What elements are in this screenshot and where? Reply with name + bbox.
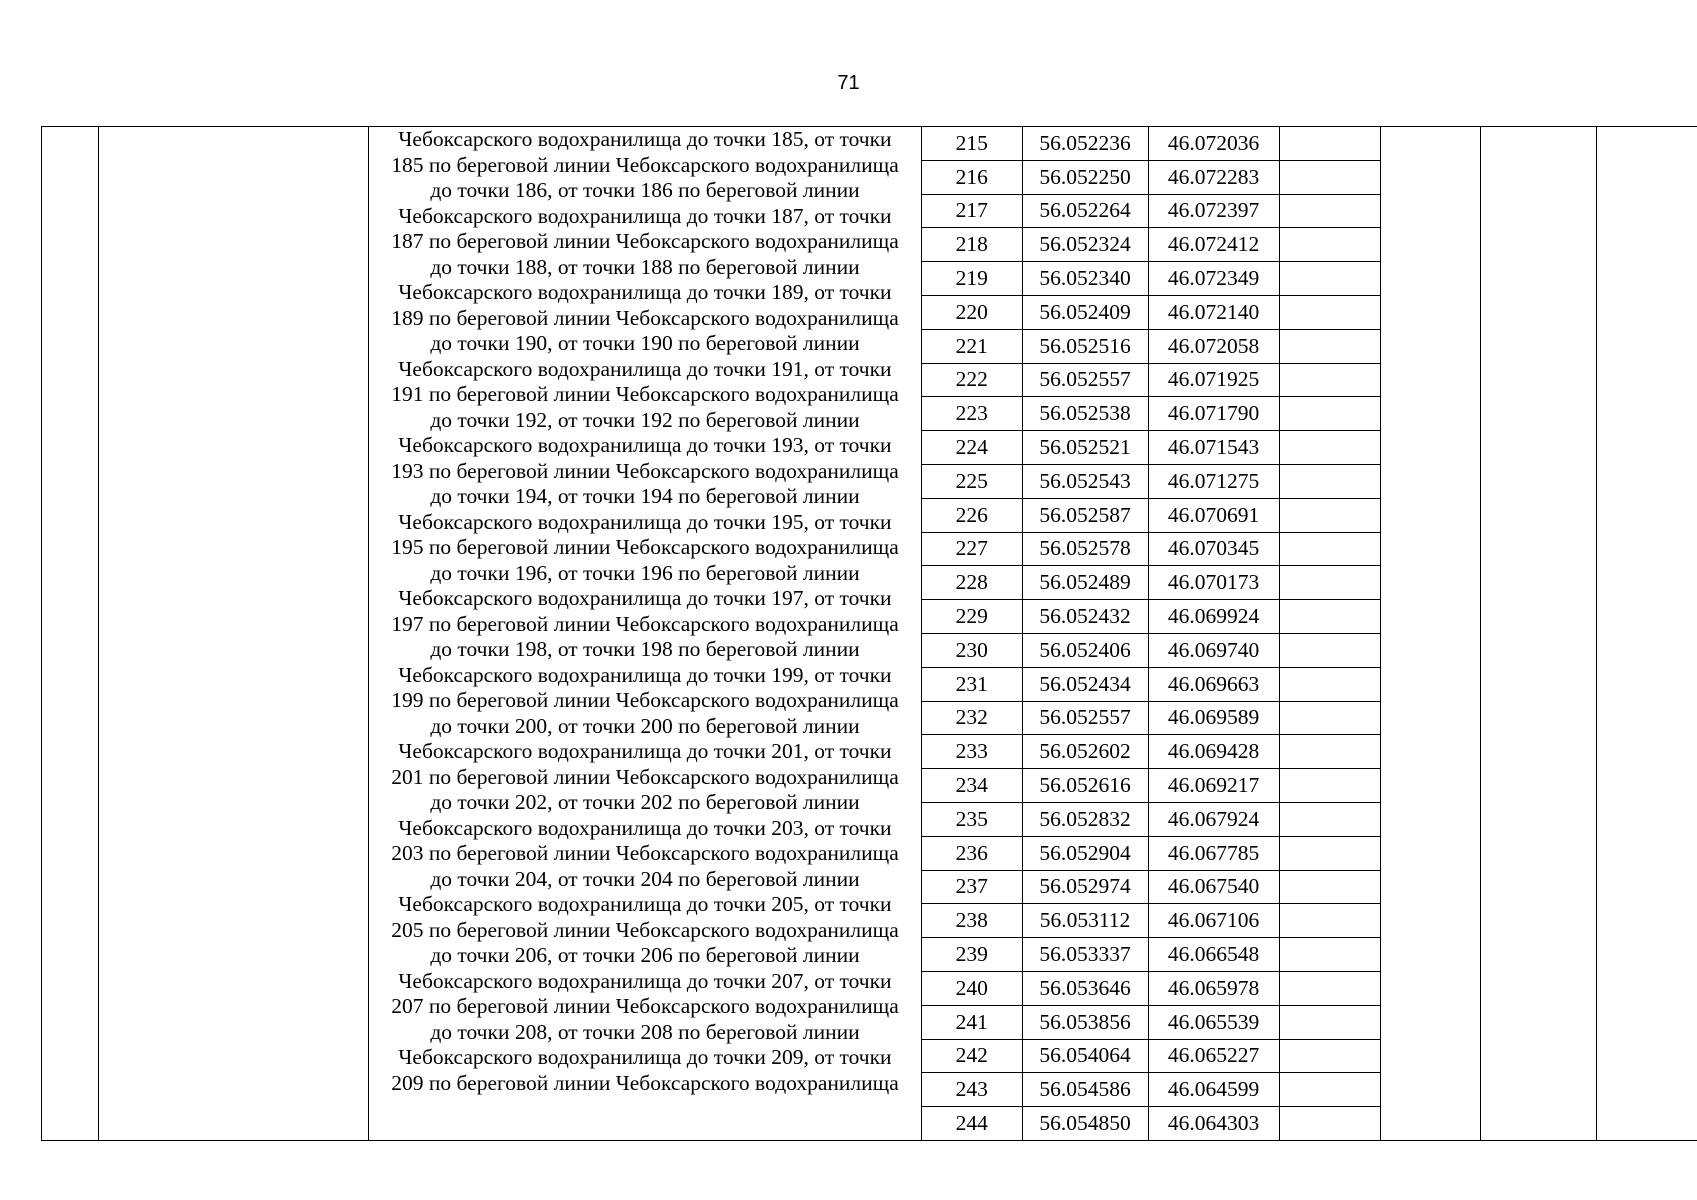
empty-cell-b	[1481, 127, 1597, 1141]
longitude-cell: 46.071543	[1148, 431, 1279, 465]
longitude-cell: 46.066548	[1148, 938, 1279, 972]
latitude-cell: 56.052250	[1022, 160, 1148, 194]
table-row	[922, 363, 1381, 397]
description-line: Чебоксарского водохранилища до точки 209, от точки	[398, 1045, 892, 1069]
point-number: 219	[922, 262, 1022, 296]
empty-cell	[1279, 1005, 1381, 1039]
description-line: 199 по береговой линии Чебоксарского водохранилища	[391, 688, 899, 712]
longitude-cell: 46.070345	[1148, 532, 1279, 566]
latitude-cell: 56.052516	[1022, 329, 1148, 363]
latitude-cell: 56.052587	[1022, 498, 1148, 532]
point-number: 221	[922, 329, 1022, 363]
latitude-cell: 56.053646	[1022, 971, 1148, 1005]
empty-cell-a	[1381, 127, 1481, 1141]
description-line: Чебоксарского водохранилища до точки 187, от точки	[398, 203, 892, 228]
point-number: 234	[922, 769, 1022, 803]
latitude-cell: 56.052521	[1022, 431, 1148, 465]
point-number: 217	[922, 194, 1022, 228]
empty-cell	[1279, 566, 1381, 600]
description-line: 191 по береговой линии Чебоксарского водохранилища	[391, 382, 899, 406]
table-row	[922, 769, 1381, 803]
latitude-cell: 56.054850	[1022, 1107, 1148, 1140]
point-number: 232	[922, 701, 1022, 735]
latitude-cell: 56.053112	[1022, 904, 1148, 938]
latitude-cell: 56.052832	[1022, 802, 1148, 836]
empty-cell	[1279, 194, 1381, 228]
description-line: Чебоксарского водохранилища до точки 189, от точки	[398, 280, 892, 304]
description-line: 195 по береговой линии Чебоксарского водохранилища	[391, 535, 899, 559]
table-row	[922, 228, 1381, 262]
empty-cell	[1279, 633, 1381, 667]
point-number: 218	[922, 228, 1022, 262]
description-line: Чебоксарского водохранилища до точки 197, от точки	[398, 586, 892, 610]
table-row	[922, 701, 1381, 735]
table-row	[922, 532, 1381, 566]
description-line: Чебоксарского водохранилища до точки 191, от точки	[398, 356, 892, 381]
table-row	[922, 600, 1381, 634]
latitude-cell: 56.052543	[1022, 464, 1148, 498]
point-number: 237	[922, 870, 1022, 904]
point-number: 235	[922, 802, 1022, 836]
longitude-cell: 46.069589	[1148, 701, 1279, 735]
longitude-cell: 46.072140	[1148, 295, 1279, 329]
longitude-cell: 46.072412	[1148, 228, 1279, 262]
latitude-cell: 56.052489	[1022, 566, 1148, 600]
table-row	[922, 1039, 1381, 1073]
description-line: Чебоксарского водохранилища до точки 199, от точки	[398, 662, 892, 687]
latitude-cell: 56.053337	[1022, 938, 1148, 972]
longitude-cell: 46.069924	[1148, 600, 1279, 634]
description-line: до точки 190, от точки 190 по береговой линии	[430, 331, 860, 355]
latitude-cell: 56.052264	[1022, 194, 1148, 228]
table-row	[922, 836, 1381, 870]
table-row	[922, 498, 1381, 532]
coordinates-table	[922, 127, 1381, 1140]
point-number: 242	[922, 1039, 1022, 1073]
table-row	[922, 870, 1381, 904]
latitude-cell: 56.053856	[1022, 1005, 1148, 1039]
longitude-cell: 46.071925	[1148, 363, 1279, 397]
empty-cell	[1279, 1107, 1381, 1140]
latitude-cell: 56.052616	[1022, 769, 1148, 803]
latitude-cell: 56.052432	[1022, 600, 1148, 634]
table-row	[922, 464, 1381, 498]
empty-cell-number	[42, 127, 99, 1141]
boundary-table	[41, 126, 1697, 1141]
empty-cell	[1279, 1039, 1381, 1073]
latitude-cell: 56.052557	[1022, 363, 1148, 397]
description-line: 203 по береговой линии Чебоксарского водохранилища	[391, 841, 899, 865]
empty-cell	[1279, 498, 1381, 532]
empty-cell	[1279, 667, 1381, 701]
point-number: 226	[922, 498, 1022, 532]
table-row	[922, 971, 1381, 1005]
latitude-cell: 56.052406	[1022, 633, 1148, 667]
empty-cell	[1279, 802, 1381, 836]
description-line: 205 по береговой линии Чебоксарского водохранилища	[391, 917, 899, 942]
longitude-cell: 46.064303	[1148, 1107, 1279, 1140]
empty-cell-c	[1597, 127, 1697, 1141]
description-line: Чебоксарского водохранилища до точки 205, от точки	[398, 892, 892, 916]
table-row	[922, 904, 1381, 938]
point-number: 241	[922, 1005, 1022, 1039]
empty-cell	[1279, 836, 1381, 870]
latitude-cell: 56.052557	[1022, 701, 1148, 735]
empty-cell	[1279, 363, 1381, 397]
description-line: до точки 206, от точки 206 по береговой линии	[430, 943, 860, 967]
description-line: до точки 200, от точки 200 по береговой линии	[430, 713, 860, 738]
longitude-cell: 46.064599	[1148, 1073, 1279, 1107]
latitude-cell: 56.052236	[1022, 127, 1148, 160]
longitude-cell: 46.071275	[1148, 464, 1279, 498]
longitude-cell: 46.065227	[1148, 1039, 1279, 1073]
table-row	[922, 1107, 1381, 1140]
point-number: 230	[922, 633, 1022, 667]
table-row	[922, 1005, 1381, 1039]
description-line: 187 по береговой линии Чебоксарского водохранилища	[391, 229, 899, 253]
point-number: 244	[922, 1107, 1022, 1140]
point-number: 227	[922, 532, 1022, 566]
empty-cell	[1279, 397, 1381, 431]
empty-cell	[1279, 532, 1381, 566]
description-line: Чебоксарского водохранилища до точки 195, от точки	[398, 509, 892, 534]
longitude-cell: 46.069428	[1148, 735, 1279, 769]
empty-cell	[1279, 464, 1381, 498]
point-number: 240	[922, 971, 1022, 1005]
latitude-cell: 56.052602	[1022, 735, 1148, 769]
description-line: Чебоксарского водохранилища до точки 207, от точки	[398, 968, 892, 993]
description-line: 193 по береговой линии Чебоксарского водохранилища	[391, 458, 899, 483]
table-row	[922, 262, 1381, 296]
table-row	[922, 667, 1381, 701]
latitude-cell: 56.052340	[1022, 262, 1148, 296]
empty-cell	[1279, 295, 1381, 329]
description-line: до точки 188, от точки 188 по береговой линии	[430, 254, 860, 279]
table-row	[922, 735, 1381, 769]
description-line: 185 по береговой линии Чебоксарского водохранилища	[391, 152, 899, 177]
table-row	[922, 194, 1381, 228]
point-number: 236	[922, 836, 1022, 870]
empty-cell	[1279, 938, 1381, 972]
longitude-cell: 46.067540	[1148, 870, 1279, 904]
empty-cell	[1279, 127, 1381, 160]
point-number: 243	[922, 1073, 1022, 1107]
description-line: 201 по береговой линии Чебоксарского водохранилища	[391, 764, 899, 789]
longitude-cell: 46.070691	[1148, 498, 1279, 532]
point-number: 224	[922, 431, 1022, 465]
longitude-cell: 46.070173	[1148, 566, 1279, 600]
longitude-cell: 46.067106	[1148, 904, 1279, 938]
point-number: 216	[922, 160, 1022, 194]
empty-cell	[1279, 769, 1381, 803]
empty-cell	[1279, 329, 1381, 363]
table-row	[922, 329, 1381, 363]
longitude-cell: 46.069217	[1148, 769, 1279, 803]
latitude-cell: 56.052324	[1022, 228, 1148, 262]
empty-cell	[1279, 600, 1381, 634]
description-line: 189 по береговой линии Чебоксарского водохранилища	[391, 305, 899, 330]
empty-cell-name	[99, 127, 369, 1141]
latitude-cell: 56.052904	[1022, 836, 1148, 870]
page-number: 71	[837, 72, 860, 94]
latitude-cell: 56.052974	[1022, 870, 1148, 904]
description-line: 207 по береговой линии Чебоксарского водохранилища	[391, 994, 899, 1018]
point-number: 223	[922, 397, 1022, 431]
empty-cell	[1279, 735, 1381, 769]
point-number: 220	[922, 295, 1022, 329]
longitude-cell: 46.069663	[1148, 667, 1279, 701]
table-row	[922, 1073, 1381, 1107]
description-line: Чебоксарского водохранилища до точки 201, от точки	[398, 739, 892, 763]
description-line: до точки 198, от точки 198 по береговой линии	[430, 637, 860, 661]
latitude-cell: 56.052409	[1022, 295, 1148, 329]
table-row	[922, 802, 1381, 836]
table-row	[922, 566, 1381, 600]
table-row	[922, 160, 1381, 194]
description-line: до точки 194, от точки 194 по береговой линии	[430, 484, 860, 508]
empty-cell	[1279, 971, 1381, 1005]
point-number: 229	[922, 600, 1022, 634]
table-row	[922, 633, 1381, 667]
latitude-cell: 56.054064	[1022, 1039, 1148, 1073]
empty-cell	[1279, 701, 1381, 735]
description-line: до точки 204, от точки 204 по береговой линии	[430, 866, 860, 891]
longitude-cell: 46.065539	[1148, 1005, 1279, 1039]
latitude-cell: 56.054586	[1022, 1073, 1148, 1107]
empty-cell	[1279, 262, 1381, 296]
table-row	[922, 295, 1381, 329]
longitude-cell: 46.072349	[1148, 262, 1279, 296]
point-number: 239	[922, 938, 1022, 972]
empty-cell	[1279, 228, 1381, 262]
longitude-cell: 46.067785	[1148, 836, 1279, 870]
longitude-cell: 46.069740	[1148, 633, 1279, 667]
boundary-description	[369, 127, 922, 1141]
latitude-cell: 56.052538	[1022, 397, 1148, 431]
latitude-cell: 56.052578	[1022, 532, 1148, 566]
empty-cell	[1279, 160, 1381, 194]
point-number: 225	[922, 464, 1022, 498]
empty-cell	[1279, 431, 1381, 465]
table-row	[922, 431, 1381, 465]
empty-cell	[1279, 904, 1381, 938]
point-number: 238	[922, 904, 1022, 938]
description-line: до точки 192, от точки 192 по береговой линии	[430, 407, 860, 432]
description-line: до точки 186, от точки 186 по береговой линии	[430, 178, 860, 202]
longitude-cell: 46.065978	[1148, 971, 1279, 1005]
description-line: Чебоксарского водохранилища до точки 203, от точки	[398, 815, 892, 840]
longitude-cell: 46.072283	[1148, 160, 1279, 194]
point-number: 233	[922, 735, 1022, 769]
point-number: 215	[922, 127, 1022, 160]
table-row	[922, 127, 1381, 160]
description-line: 209 по береговой линии Чебоксарского водохранилища	[391, 1070, 899, 1095]
longitude-cell: 46.072058	[1148, 329, 1279, 363]
longitude-cell: 46.067924	[1148, 802, 1279, 836]
point-number: 222	[922, 363, 1022, 397]
description-line: до точки 202, от точки 202 по береговой линии	[430, 790, 860, 814]
longitude-cell: 46.072397	[1148, 194, 1279, 228]
description-line: до точки 196, от точки 196 по береговой линии	[430, 560, 860, 585]
table-row	[922, 938, 1381, 972]
longitude-cell: 46.072036	[1148, 127, 1279, 160]
point-number: 231	[922, 667, 1022, 701]
description-line: 197 по береговой линии Чебоксарского водохранилища	[391, 611, 899, 636]
point-number: 228	[922, 566, 1022, 600]
description-lines	[369, 127, 921, 1096]
description-line: Чебоксарского водохранилища до точки 193, от точки	[398, 433, 892, 457]
description-line: до точки 208, от точки 208 по береговой линии	[430, 1019, 860, 1044]
longitude-cell: 46.071790	[1148, 397, 1279, 431]
table-row	[922, 397, 1381, 431]
description-line: Чебоксарского водохранилища до точки 185, от точки	[398, 127, 892, 151]
coordinates-cell	[922, 127, 1381, 1141]
empty-cell	[1279, 870, 1381, 904]
empty-cell	[1279, 1073, 1381, 1107]
latitude-cell: 56.052434	[1022, 667, 1148, 701]
